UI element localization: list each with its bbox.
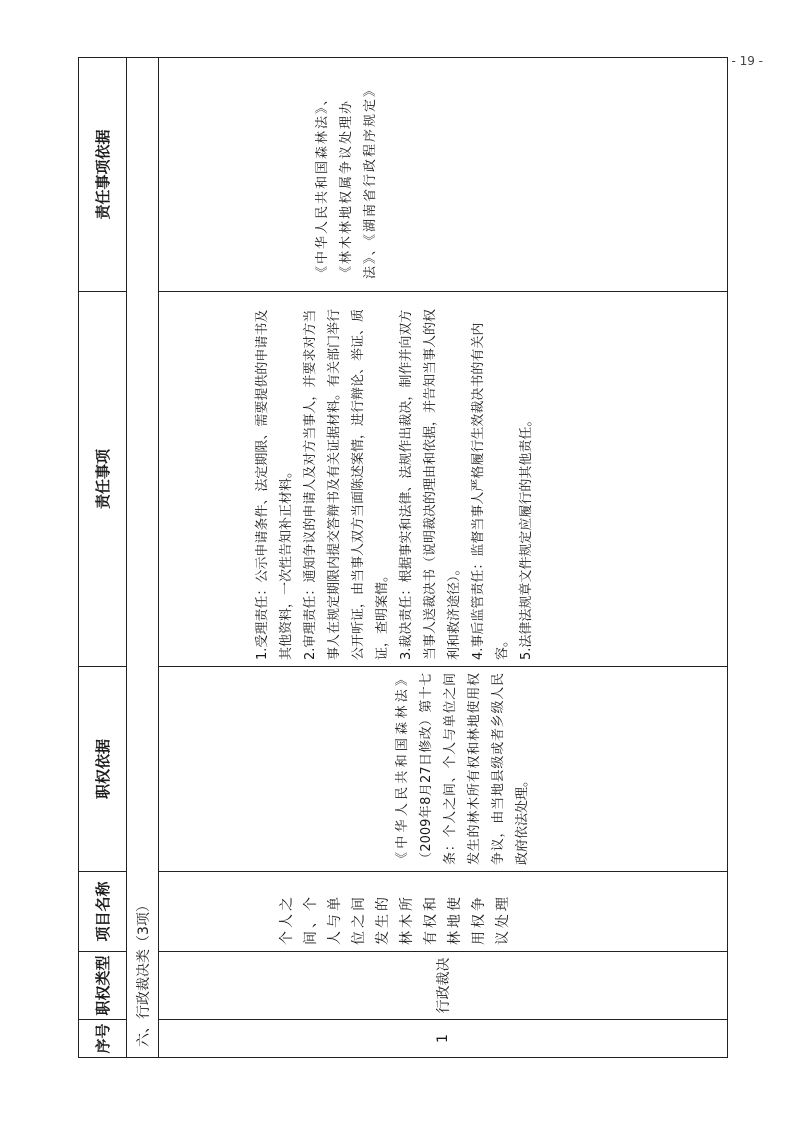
duty-item: 1.受理责任：公示申请条件、法定期限、需要提供的申请书及其他资料，一次性告知补正材料。 (255, 309, 294, 660)
duty-item: 5.法律法规章文件规定应履行的其他责任。 (519, 413, 534, 660)
header-seq: 序号 (79, 1020, 127, 1058)
cell-seq: 1 (159, 1020, 728, 1058)
duty-item: 4.事后监管责任：监督当事人严格履行生效裁决书的有关内容。 (471, 322, 510, 660)
cell-basis: 《中华人民共和国森林法》（2009年8月27日修改）第十七条：个人之间、个人与单位之间发生的林木所有权和林地使用权争议，由当地县级或者乡级人民政府依法处理。 (159, 667, 728, 872)
header-basis: 职权依据 (79, 667, 127, 872)
rotated-table-wrapper (78, 58, 728, 1058)
cell-name: 个人之间、个人与单位之间发生的林木所有权和林地使用权争议处理 (159, 872, 728, 952)
header-type: 职权类型 (79, 952, 127, 1020)
duty-item: 2.审理责任：通知争议的申请人及对方当事人，并要求对方当事人在规定期限内提交答辩书及有关证据材料。有关部门举行公开听证，由当事人双方当面陈述案情，进行辩论、举证、质证，查明案情。 (303, 308, 390, 660)
category-row: 六、行政裁决类（3项） (127, 58, 159, 1058)
cell-reference: 《中华人民共和国森林法》、《林木林地权属争议处理办法》、《湖南省行政程序规定》 (159, 58, 728, 292)
page-number: - 19 - (731, 54, 763, 68)
header-reference: 责任事项依据 (79, 58, 127, 292)
authority-table (78, 57, 728, 1058)
cell-type: 行政裁决 (159, 952, 728, 1020)
cell-duties (159, 292, 728, 667)
duty-item: 3.裁决责任：根据事实和法律、法规作出裁决，制作并向双方当事人送裁决书（说明裁决的理由和依据，并告知当事人的权利和救济途径）。 (399, 308, 462, 660)
header-name: 项目名称 (79, 872, 127, 952)
table-row (159, 58, 728, 1058)
header-duties: 责任事项 (79, 292, 127, 667)
